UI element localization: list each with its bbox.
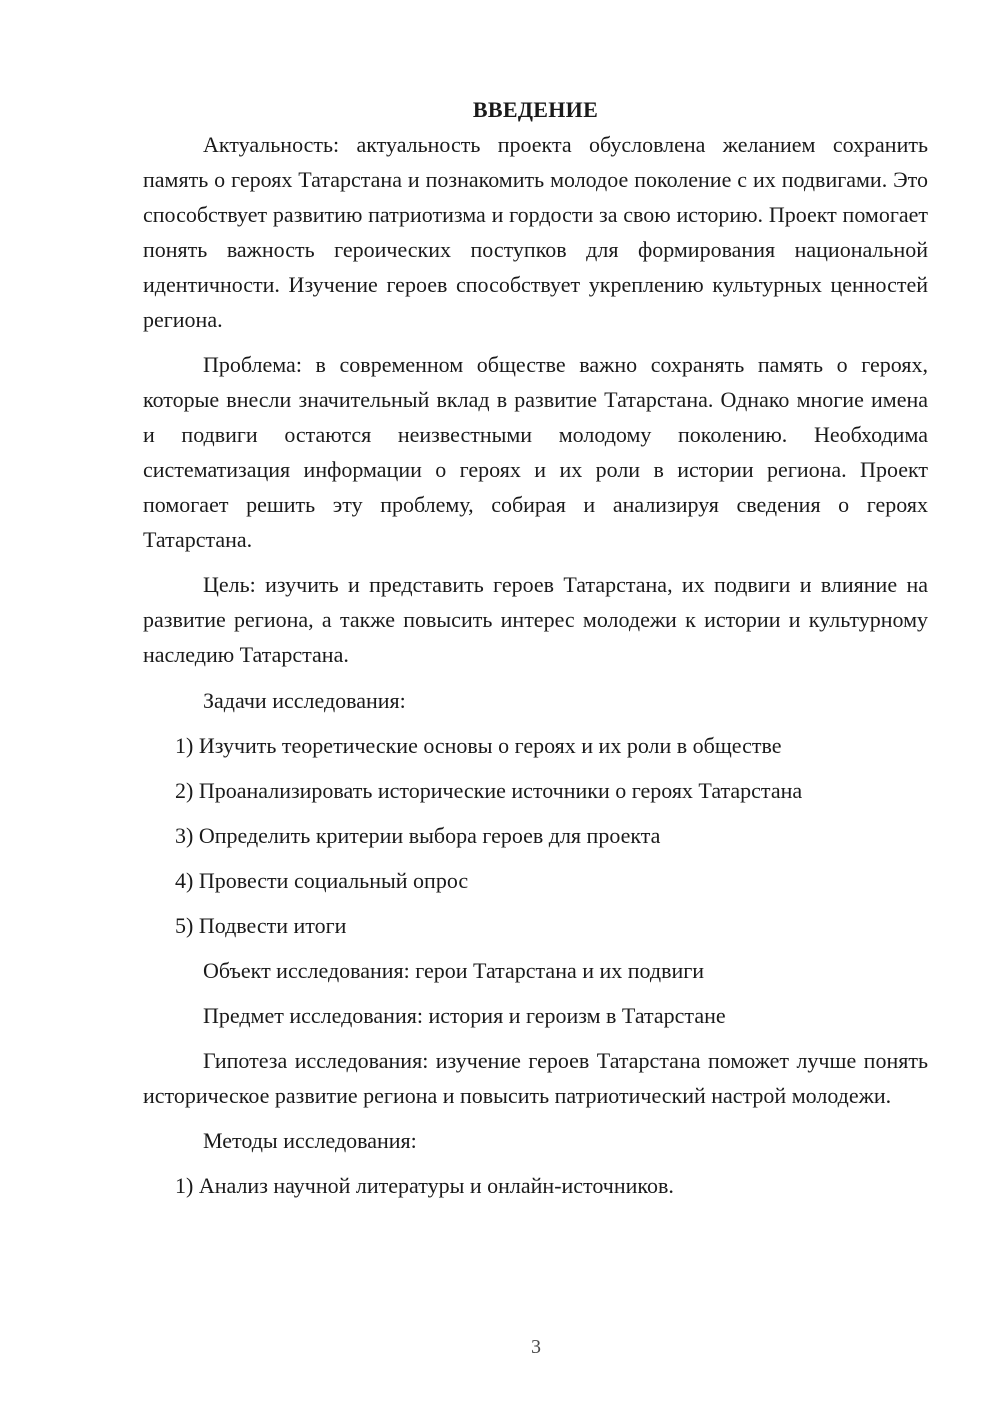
page-number: 3: [531, 1336, 541, 1358]
methods-heading: Методы исследования:: [203, 1128, 417, 1153]
hypothesis-paragraph: Гипотеза исследования: изучение героев Татарстана поможет лучше понять историческое развитие региона и повысить патриотический настрой молодежи.: [143, 1048, 928, 1108]
research-subject: Предмет исследования: история и героизм в Татарстане: [203, 1003, 726, 1028]
research-object: Объект исследования: герои Татарстана и их подвиги: [203, 958, 705, 983]
relevance-paragraph: Актуальность: актуальность проекта обусловлена желанием сохранить память о героях Татарстана и познакомить молодое поколение с их подвигами. Это способствует развитию патриотизма и гордости за свою историю. Проект помогает понять важность героических поступков для формирования национальной идентичности. Изучение героев способствует укреплению культурных ценностей региона.: [143, 132, 928, 332]
problem-paragraph: Проблема: в современном обществе важно сохранять память о героях, которые внесли значительный вклад в развитие Татарстана. Однако многие имена и подвиги остаются неизвестными молодому поколению. Необходима систематизация информации о героях и их роли в истории региона. Проект помогает решить эту проблему, собирая и анализируя сведения о героях Татарстана.: [143, 352, 928, 552]
method-item: 1) Анализ научной литературы и онлайн-источников.: [175, 1173, 674, 1198]
task-item: 2) Проанализировать исторические источники о героях Татарстана: [175, 778, 803, 803]
task-item: 4) Провести социальный опрос: [175, 868, 469, 893]
task-item: 3) Определить критерии выбора героев для проекта: [175, 823, 661, 848]
task-item: 1) Изучить теоретические основы о героях и их роли в обществе: [175, 733, 782, 758]
tasks-heading: Задачи исследования:: [203, 688, 406, 713]
task-item: 5) Подвести итоги: [175, 913, 347, 938]
goal-paragraph: Цель: изучить и представить героев Татарстана, их подвиги и влияние на развитие региона, а также повысить интерес молодежи к истории и культурному наследию Татарстана.: [143, 572, 928, 667]
document-page: [143, 92, 928, 1203]
page-title: ВВЕДЕНИЕ: [472, 97, 599, 122]
